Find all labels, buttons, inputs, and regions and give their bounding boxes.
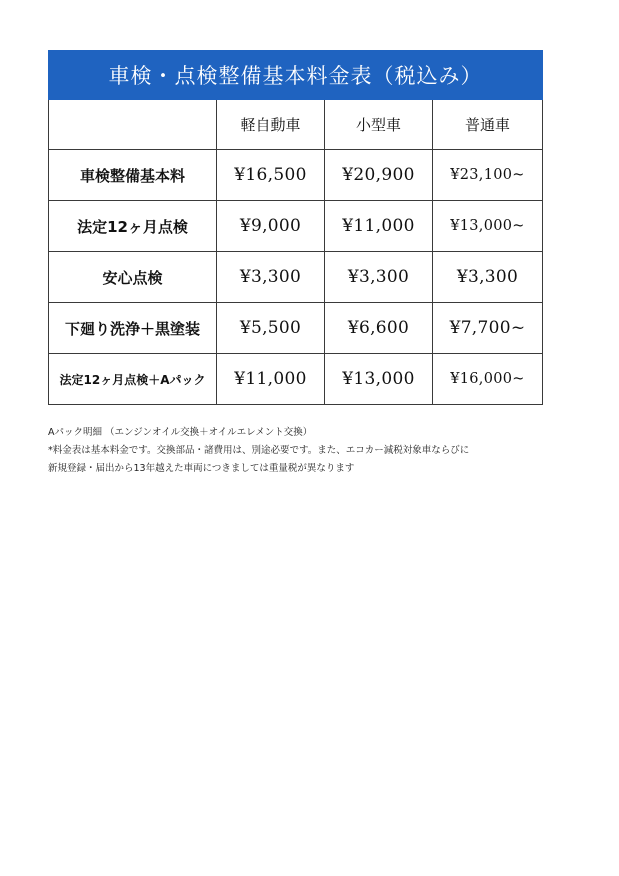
row-label: 下廻り洗浄＋黒塗装 — [49, 303, 217, 354]
row-label: 安心点検 — [49, 252, 217, 303]
price-kei: ¥9,000 — [217, 201, 325, 252]
price-small: ¥6,600 — [325, 303, 433, 354]
price-kei: ¥5,500 — [217, 303, 325, 354]
price-kei: ¥3,300 — [217, 252, 325, 303]
header-small: 小型車 — [325, 100, 433, 150]
price-normal: ¥23,100~ — [433, 150, 543, 201]
table-title: 車検・点検整備基本料金表（税込み） — [49, 51, 543, 100]
table-row — [49, 201, 543, 252]
table-row — [49, 252, 543, 303]
header-row — [49, 100, 543, 150]
notes — [48, 424, 588, 478]
header-normal: 普通車 — [433, 100, 543, 150]
price-kei: ¥16,500 — [217, 150, 325, 201]
price-table — [48, 50, 543, 405]
row-label: 車検整備基本料 — [49, 150, 217, 201]
price-small: ¥11,000 — [325, 201, 433, 252]
note-weight-tax: 新規登録・届出から13年越えた車両につきましては重量税が異なります — [48, 463, 355, 474]
price-small: ¥13,000 — [325, 354, 433, 405]
note-pricing: *料金表は基本料金です。交換部品・諸費用は、別途必要です。また、エコカー減税対象車ならびに — [48, 445, 470, 456]
row-label: 法定12ヶ月点検＋Aパック — [49, 354, 217, 405]
row-label: 法定12ヶ月点検 — [49, 201, 217, 252]
table-row — [49, 303, 543, 354]
price-normal: ¥3,300 — [433, 252, 543, 303]
table-row — [49, 354, 543, 405]
price-small: ¥3,300 — [325, 252, 433, 303]
price-small: ¥20,900 — [325, 150, 433, 201]
header-kei: 軽自動車 — [217, 100, 325, 150]
price-normal: ¥7,700~ — [433, 303, 543, 354]
header-empty — [49, 100, 217, 150]
price-normal: ¥13,000~ — [433, 201, 543, 252]
note-a-pack: Aパック明細 （エンジンオイル交換＋オイルエレメント交換） — [48, 427, 313, 438]
table-row — [49, 150, 543, 201]
price-kei: ¥11,000 — [217, 354, 325, 405]
price-normal: ¥16,000~ — [433, 354, 543, 405]
